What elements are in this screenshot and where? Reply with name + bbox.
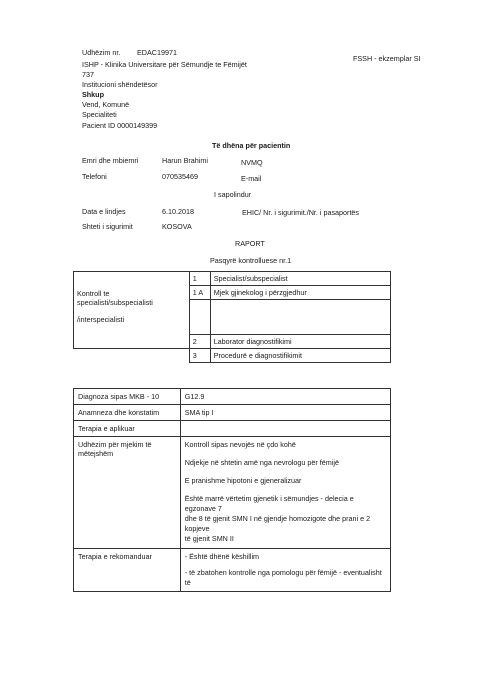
instructions-label-line-2: mëtejshëm <box>78 449 114 458</box>
dob-label: Data e lindjes <box>82 207 126 216</box>
checklist-item: Mjek gjinekolog i përzgjedhur <box>210 286 390 300</box>
instructions-value <box>180 437 390 549</box>
referral-label: Udhëzim nr. <box>82 48 121 57</box>
details-table <box>73 388 391 592</box>
referral-number: EDAC19971 <box>137 48 177 57</box>
phone-value: 070535469 <box>162 172 198 181</box>
recommended-value <box>180 549 390 592</box>
therapy-label: Terapia e aplikuar <box>74 421 181 437</box>
checklist-num: 1 A <box>189 286 210 300</box>
checklist-table <box>73 271 391 363</box>
checklist-item: Specialist/subspecialist <box>210 272 390 286</box>
checklist-item: Procedurë e diagnostifikimit <box>210 349 390 363</box>
report-subtitle: Pasqyrë kontrolluese nr.1 <box>210 256 292 265</box>
patient-id: Pacient ID 0000149399 <box>82 121 158 130</box>
institution-label: Institucioni shëndetësor <box>82 80 158 89</box>
email-label: E-mail <box>241 174 262 183</box>
instruction-line: dhe 8 të gjenit SMN I në gjendje homozigote dhe prani e 2 kopjeve <box>184 514 371 533</box>
checklist-num: 2 <box>189 335 210 349</box>
country-value: KOSOVA <box>162 222 192 231</box>
checklist-left-label-2: specialisti/subspecialisti <box>77 298 153 307</box>
anamnesis-value: SMA tip I <box>180 405 390 421</box>
diagnosis-label: Diagnoza sipas MKB - 10 <box>74 389 181 405</box>
checklist-left-label-3: /interspecialisti <box>77 315 125 324</box>
dob-value: 6.10.2018 <box>162 207 194 216</box>
therapy-value <box>180 421 390 437</box>
checklist-num: 1 <box>189 272 210 286</box>
checklist-left-cell <box>74 272 190 335</box>
ehic-label: EHIC/ Nr. i sigurimit./Nr. i pasaportës <box>242 208 360 217</box>
recommended-line: - Është dhënë këshillim <box>184 552 260 561</box>
checklist-item: Laborator diagnostifikimi <box>210 335 390 349</box>
checklist-left-label-1: Kontroll te <box>77 289 110 298</box>
institution-code: 737 <box>82 70 94 79</box>
recommended-line: - të zbatohen kontrolle nga pomologu për fëmijë - eventualisht të <box>184 568 382 587</box>
instruction-line: E pranishme hipotoni e gjeneralizuar <box>184 476 302 485</box>
nvmq-label: NVMQ <box>241 158 263 167</box>
institution-name: ISHP - Klinika Universitare për Sëmundje te Fëmijët <box>82 60 247 69</box>
city: Shkup <box>82 90 104 99</box>
checklist-num: 3 <box>189 349 210 363</box>
patient-section-title: Të dhëna për pacientin <box>212 141 291 150</box>
instruction-line: Është marrë vërtetim gjenetik i sëmundjes - delecia e egzonave 7 <box>184 494 354 513</box>
instruction-line: Kontroll sipas nevojës në çdo kohë <box>184 440 296 449</box>
insured-status: I sapolindur <box>214 190 252 199</box>
phone-label: Telefoni <box>82 172 107 181</box>
anamnesis-label: Anamneza dhe konstatim <box>74 405 181 421</box>
instructions-label-line-1: Udhëzim për mjekim të <box>78 440 152 449</box>
specialty-label: Specialiteti <box>82 110 117 119</box>
instructions-label <box>74 437 181 549</box>
recommended-label: Terapia e rekomanduar <box>74 549 181 592</box>
country-label: Shteti i sigurimit <box>82 222 133 231</box>
copy-label: FSSH - ekzemplar SI <box>353 54 421 63</box>
diagnosis-value: G12.9 <box>180 389 390 405</box>
instruction-line: Ndjekje në shtetin amë nga nevrologu për fëmijë <box>184 458 339 467</box>
patient-name: Harun Brahimi <box>162 156 208 165</box>
report-title: RAPORT <box>235 239 265 248</box>
name-label: Emri dhe mbiemri <box>82 156 139 165</box>
instruction-line: të gjenit SMN II <box>184 534 234 543</box>
place-label: Vend, Komunë <box>82 100 130 109</box>
